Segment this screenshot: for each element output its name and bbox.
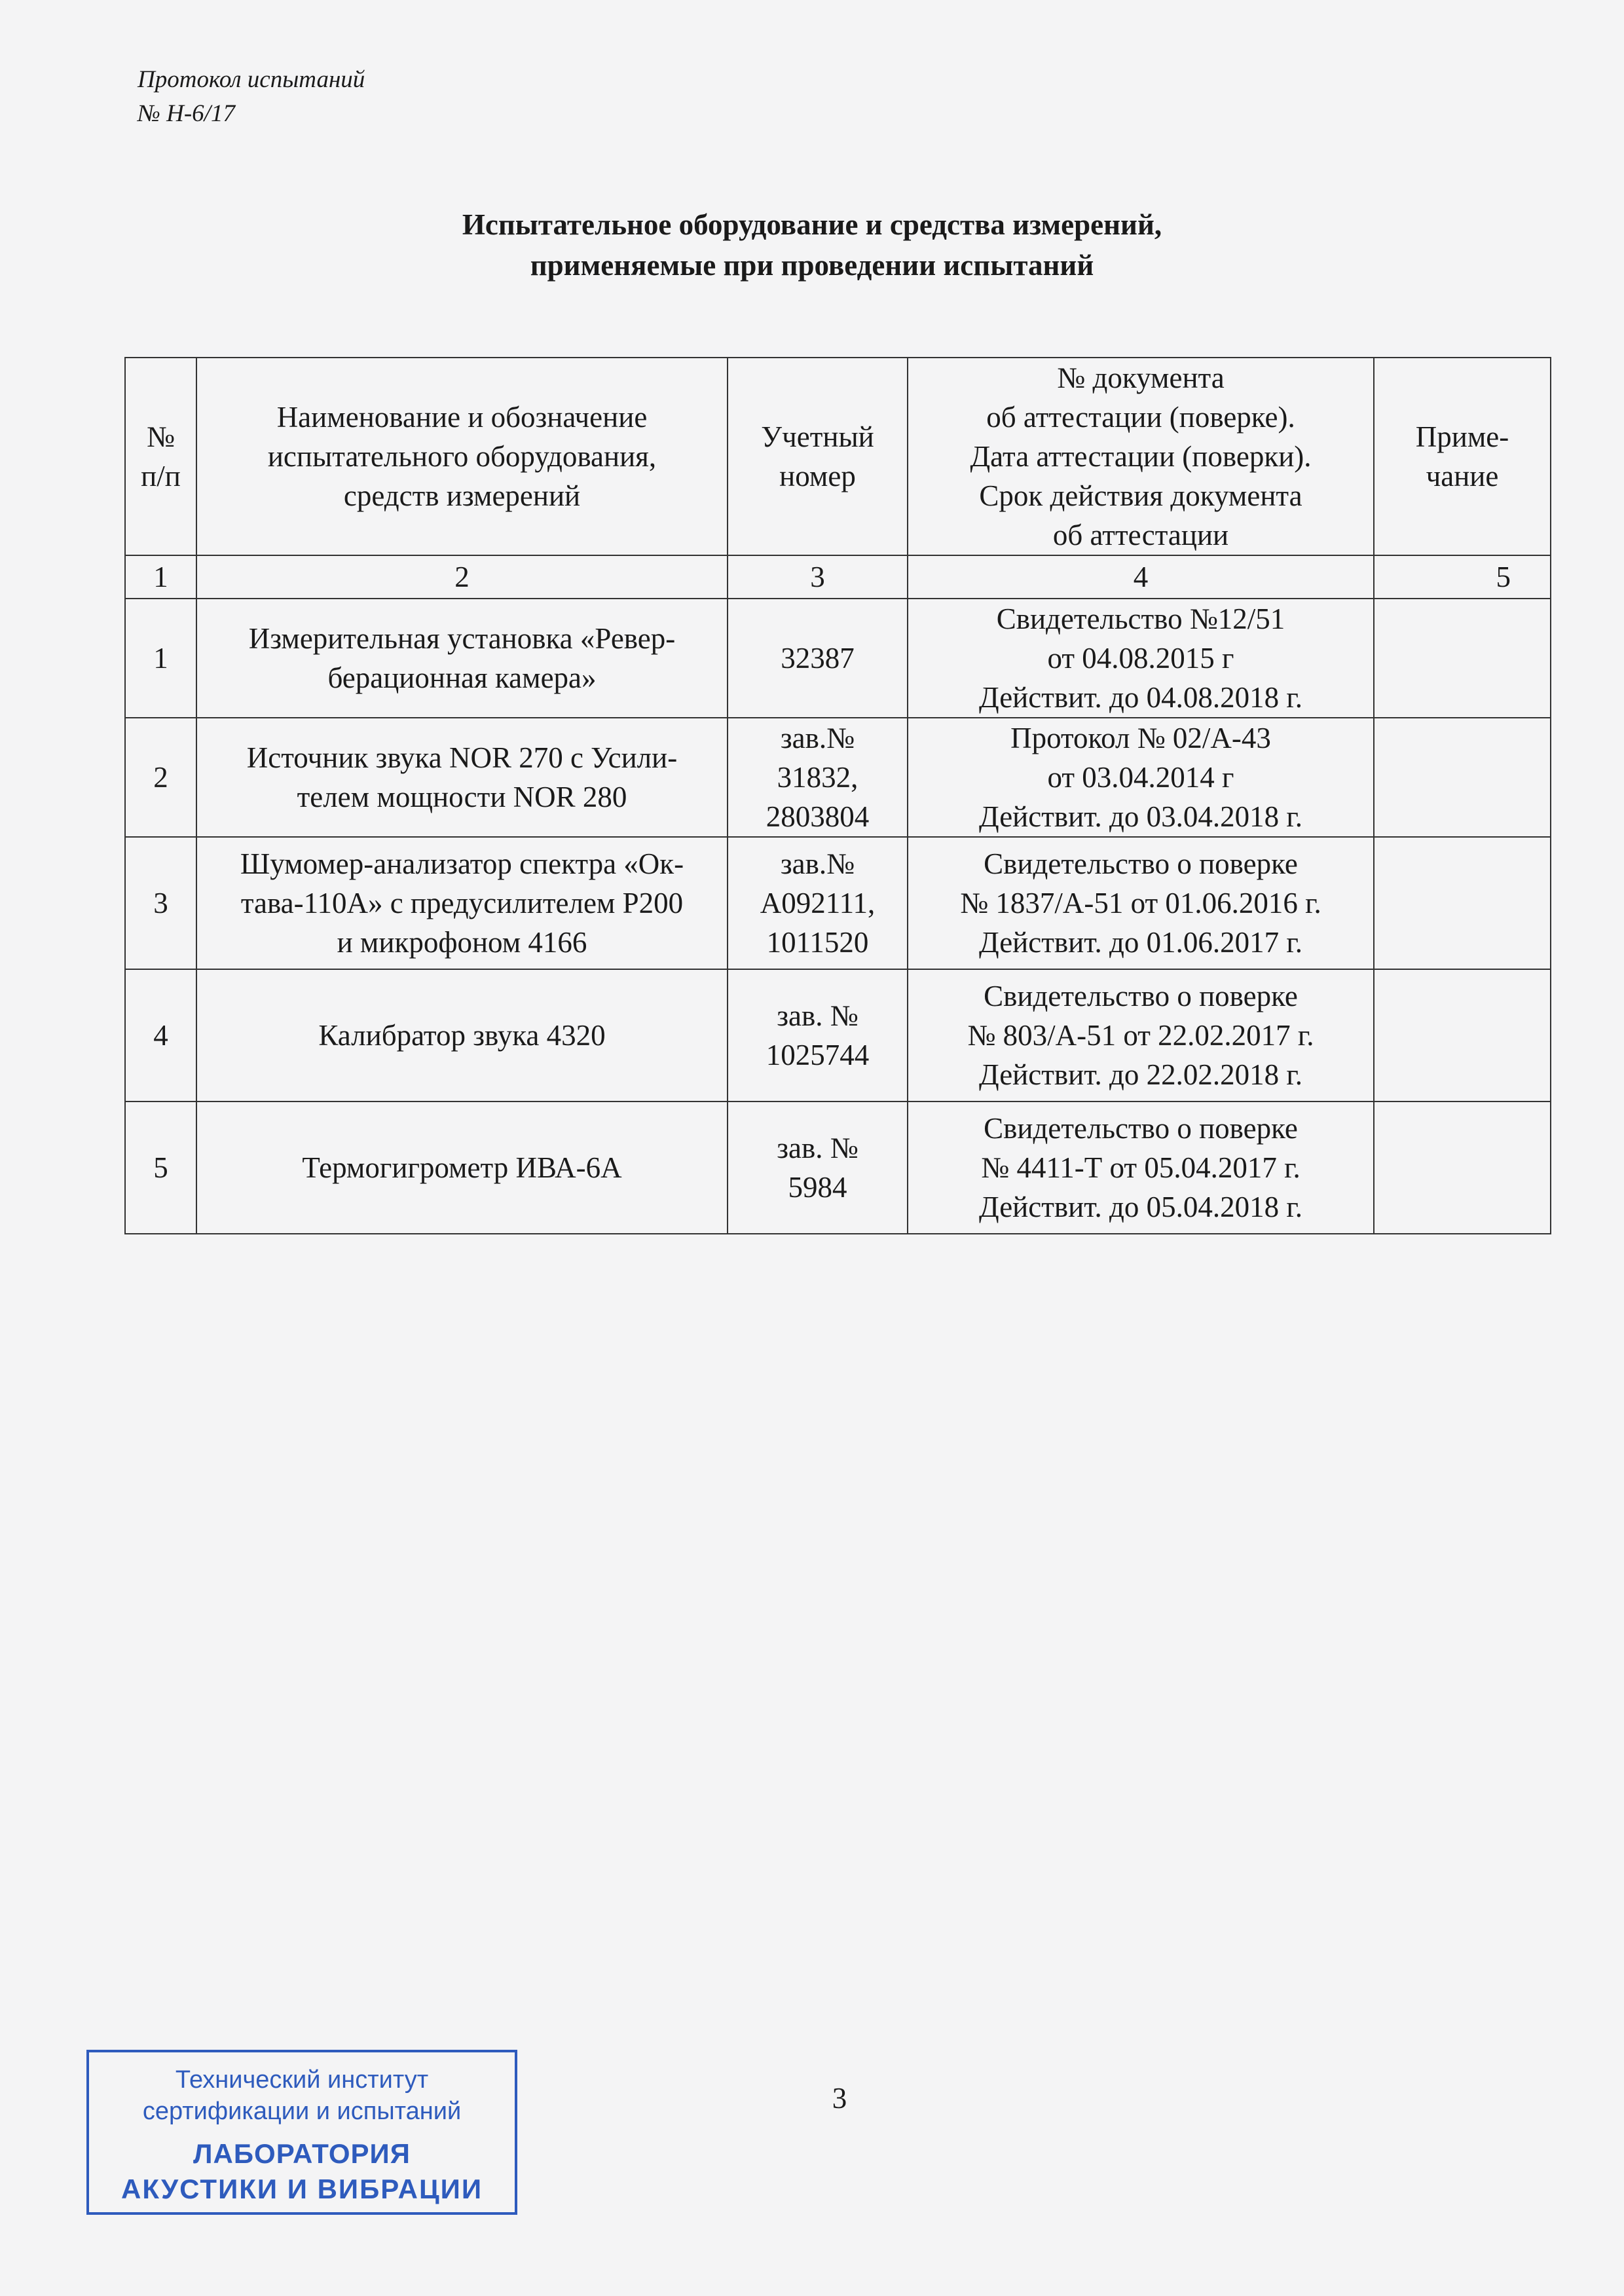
row-index: 1 — [125, 599, 196, 718]
stamp-line-1: Технический институт — [175, 2066, 429, 2094]
note-cell — [1374, 837, 1551, 969]
equipment-table — [124, 357, 1550, 1234]
document-title-line-1: Испытательное оборудование и средства измерений, — [462, 208, 1162, 241]
table-row — [125, 718, 1551, 837]
equipment-name: Термогигрометр ИВА-6А — [196, 1102, 728, 1234]
note-cell — [1374, 1102, 1551, 1234]
equipment-name: Шумомер-анализатор спектра «Ок- тава-110А» с предусилителем Р200 и микрофоном 4166 — [196, 837, 728, 969]
row-index: 2 — [125, 718, 196, 837]
protocol-header — [138, 63, 365, 131]
stamp-line-4: АКУСТИКИ И ВИБРАЦИИ — [120, 2174, 483, 2204]
table-row — [125, 1102, 1551, 1234]
inventory-number: 32387 — [728, 599, 908, 718]
table-header-row — [125, 358, 1551, 555]
row-index: 3 — [125, 837, 196, 969]
inventory-number: зав. № 1025744 — [728, 969, 908, 1102]
note-cell — [1374, 969, 1551, 1102]
equipment-name: Измерительная установка «Ревер- берационная камера» — [196, 599, 728, 718]
equipment-name: Калибратор звука 4320 — [196, 969, 728, 1102]
column-header-name: Наименование и обозначение испытательного оборудования, средств измерений — [196, 358, 728, 555]
document-title — [0, 204, 1624, 286]
stamp-line-2: сертификации и испытаний — [142, 2098, 462, 2125]
equipment-name: Источник звука NOR 270 с Усили- телем мощности NOR 280 — [196, 718, 728, 837]
column-header-document: № документа об аттестации (поверке). Дата аттестации (поверки). Срок действия документа об аттестации — [908, 358, 1374, 555]
column-number: 5 — [1374, 555, 1551, 599]
laboratory-stamp — [86, 2050, 517, 2215]
column-numbers-row — [125, 555, 1551, 599]
column-number: 3 — [728, 555, 908, 599]
row-index: 4 — [125, 969, 196, 1102]
note-cell — [1374, 718, 1551, 837]
column-number: 2 — [196, 555, 728, 599]
row-index: 5 — [125, 1102, 196, 1234]
note-cell — [1374, 599, 1551, 718]
protocol-header-title: Протокол испытаний — [138, 66, 365, 93]
certification-document: Свидетельство о поверке № 1837/А-51 от 01.06.2016 г. Действит. до 01.06.2017 г. — [908, 837, 1374, 969]
inventory-number: зав.№ 31832, 2803804 — [728, 718, 908, 837]
certification-document: Свидетельство №12/51 от 04.08.2015 г Действит. до 04.08.2018 г. — [908, 599, 1374, 718]
table-row — [125, 837, 1551, 969]
column-header-number: Учетный номер — [728, 358, 908, 555]
certification-document: Протокол № 02/А-43 от 03.04.2014 г Действит. до 03.04.2018 г. — [908, 718, 1374, 837]
certification-document: Свидетельство о поверке № 803/А-51 от 22.02.2017 г. Действит. до 22.02.2018 г. — [908, 969, 1374, 1102]
column-header-note: Приме- чание — [1374, 358, 1551, 555]
inventory-number: зав.№ А092111, 1011520 — [728, 837, 908, 969]
table-row — [125, 969, 1551, 1102]
column-number: 1 — [125, 555, 196, 599]
stamp-line-3: ЛАБОРАТОРИЯ — [193, 2138, 411, 2169]
protocol-header-number: № Н-6/17 — [138, 100, 235, 127]
document-title-line-2: применяемые при проведении испытаний — [530, 249, 1094, 282]
table-row — [125, 599, 1551, 718]
certification-document: Свидетельство о поверке № 4411-Т от 05.04.2017 г. Действит. до 05.04.2018 г. — [908, 1102, 1374, 1234]
inventory-number: зав. № 5984 — [728, 1102, 908, 1234]
column-number: 4 — [908, 555, 1374, 599]
column-header-index: № п/п — [125, 358, 196, 555]
page-number: 3 — [832, 2082, 847, 2115]
